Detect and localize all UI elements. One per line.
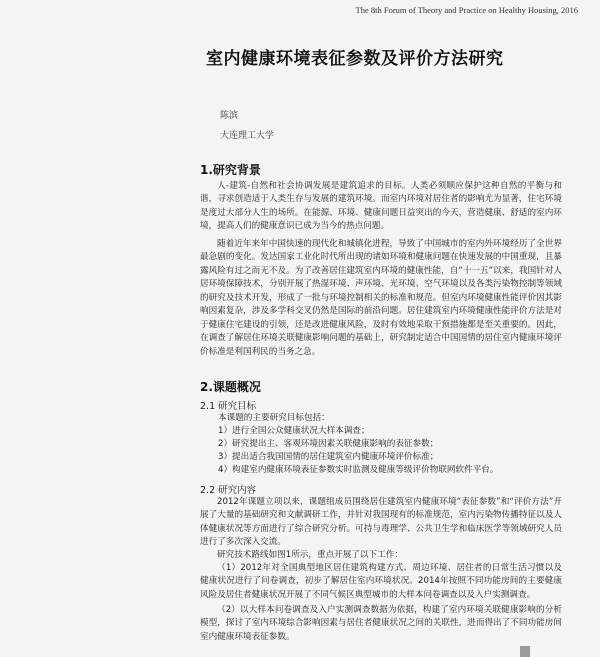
paragraph-content-3: （1）2012年对全国典型地区居住建筑构建方式、周边环境、居住者的日常生活习惯以及健康状况进行了问卷调查，初步了解居住室内环境状况。2014年按照不同功能房间的主要健康风险及居住者健康状况开展了不同气候区典型城市的大样本问卷调查以及入户实测调查。 [200, 563, 562, 600]
page-corner-mark [520, 646, 530, 657]
author-name: 陈滨 [220, 111, 239, 121]
author-affiliation: 大连理工大学 [220, 131, 275, 141]
goal-item-3: 3）提出适合我国国情的居住建筑室内健康环境评价标准； [218, 452, 439, 462]
paragraph-content-2: 研究技术路线如图1所示，重点开展了以下工作： [217, 550, 403, 560]
goal-item-4: 4）构建室内健康环境表征参数实时监测及健康等级评价物联网软件平台。 [218, 465, 499, 475]
goals-intro: 本课题的主要研究目标包括： [218, 413, 330, 423]
section-heading-overview: 2.课题概况 [200, 380, 261, 394]
journal-header: The 8th Forum of Theory and Practice on Healthy Housing, 2016 [355, 5, 578, 15]
page-title: 室内健康环境表征参数及评价方法研究 [206, 49, 504, 69]
paragraph-content-1: 2012年课题立项以来，课题组成员围绕居住建筑室内健康环境“表征参数”和“评价方法”开展了大量的基础研究和文献调研工作，并针对我国现有的标准规范，室内污染物传播特征以及人体健康状况等方面进行了综合研究分析。可持与毒理学、公共卫生学和临床医学等领域研究人员进行了多次深入交流。 [200, 497, 562, 548]
goal-item-1: 1）进行全国公众健康状况大样本调查； [218, 426, 370, 436]
paragraph-content-4: （2）以大样本问卷调查及入户实测调查数据为依据，构建了室内环境关联健康影响的分析模型，探讨了室内环境综合影响因素与居住者健康状况之间的关联性，进而得出了不同功能房间室内健康环境表征参数。 [200, 605, 562, 642]
paragraph-background-1: 人-建筑-自然和社会协调发展是建筑追求的目标。人类必须顺应保护这种自然的平衡与和谐，寻求创造适于人类生存与发展的建筑环境。而室内环境对居住者的影响尤为显著，住宅环境是度过大部分人生的场所。在能源、环境、健康问题日益突出的今天，营造健康、舒适的室内环境，提高人们的健康意识已成为当今的热点问题。 [200, 181, 562, 232]
subsection-heading-goals: 2.1 研究目标 [200, 401, 257, 412]
paragraph-background-2: 随着近年来年中国快速的现代化和城镇化进程，导致了中国城市的室内外环境经历了全世界最急剧的变化。发达国家工业化时代所出现的诸如环境和健康问题在快速发展的中国重现，且暴露风险有过之而无不及。为了改善居住建筑室内环境的健康性能，自“十一五”以来，我国针对人居环境保障技术，分别开展了热湿环境、声环境、光环境、空气环境以及各类污染物控制等领域的研究及技术开发，形成了一批与环境控制相关的标准和规范。但室内环境健康性能评价因其影响因素复杂，涉及多学科交叉仍然是国际的前沿问题。居住建筑室内环境健康性能评价方法是对于健康住宅建设的引领，还是改进健康风险，及时有效地采取干预措施都是至关重要的。因此，在调查了解居住环境关联健康影响问题的基础上，研究制定适合中国国情的居住室内健康环境评价标准是利国利民的当务之急。 [200, 239, 562, 357]
subsection-heading-content: 2.2 研究内容 [200, 485, 257, 496]
goal-item-2: 2）研究提出主、客观环境因素关联健康影响的表征参数； [218, 439, 439, 449]
section-heading-background: 1.研究背景 [200, 163, 261, 177]
